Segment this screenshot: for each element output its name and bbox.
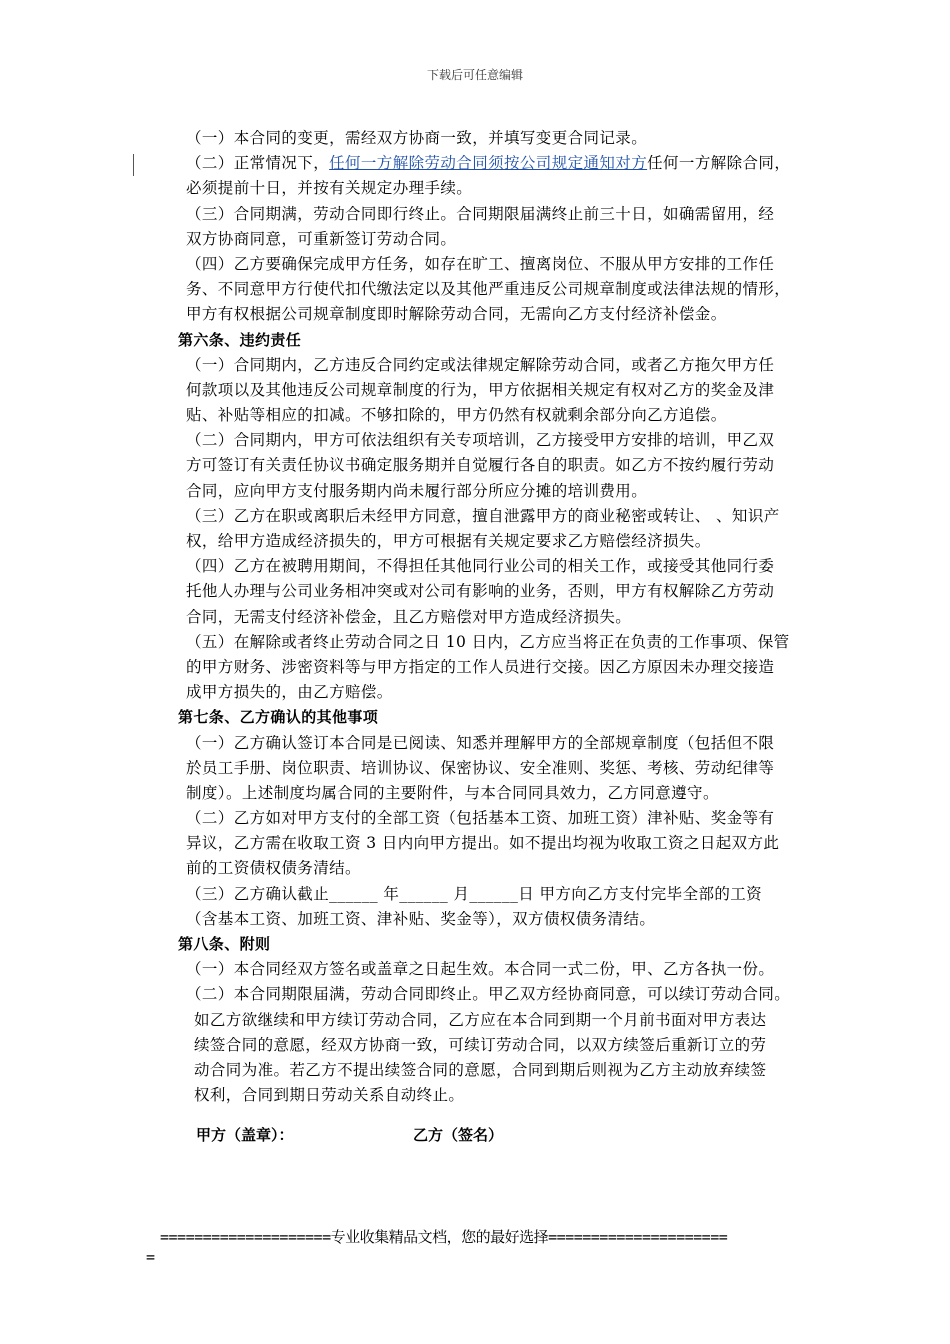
clause8-line: 权利，合同到期日劳动关系自动终止。 <box>194 1086 465 1105</box>
clause7-line: 异议，乙方需在收取工资 3 日内向甲方提出。如不提出均视为收取工资之日起双方此 <box>186 834 780 853</box>
clause5-line: 甲方有权根据公司规章制度即时解除劳动合同，无需向乙方支付经济补偿金。 <box>186 305 727 324</box>
clause5-text: 任何一方解除合同， <box>647 154 791 173</box>
clause8-line: 动合同为准。若乙方不提出续签合同的意愿，合同到期后则视为乙方主动放弃续签 <box>194 1060 767 1079</box>
revision-margin-bar <box>133 154 134 176</box>
clause6-line: 贴、补贴等相应的扣减。不够扣除的，甲方仍然有权就剩余部分向乙方追偿。 <box>186 406 727 425</box>
clause5-line-with-link <box>178 151 820 176</box>
page-footer: ====================专业收集精品文档，您的最好选择===================== <box>160 1228 728 1246</box>
clause8-title: 第八条、附则 <box>178 935 271 953</box>
clause6-line: 托他人办理与公司业务相冲突或对公司有影响的业务，否则，甲方有权解除乙方劳动 <box>186 582 775 601</box>
clause7-line: （一）乙方确认签订本合同是已阅读、知悉并理解甲方的全部规章制度（包括但不限 <box>186 733 775 752</box>
clause6-line: （三）乙方在职或离职后未经甲方同意，擅自泄露甲方的商业秘密或转让、 、知识产 <box>186 506 780 525</box>
clause6-line: 方可签订有关责任协议书确定服务期并自觉履行各自的职责。如乙方不按约履行劳动 <box>186 456 775 475</box>
clause5-line: 必须提前十日，并按有关规定办理手续。 <box>186 179 473 198</box>
clause6-line: 合同，应向甲方支付服务期内尚未履行部分所应分摊的培训费用。 <box>186 481 648 500</box>
page-header: 下载后可任意编辑 <box>426 68 523 82</box>
clause6-line: （二）合同期内，甲方可依法组织有关专项培训，乙方接受甲方安排的培训，甲乙双 <box>186 431 775 450</box>
clause7-line: 於员工手册、岗位职责、培训协议、保密协议、安全准则、奖惩、考核、劳动纪律等 <box>186 758 775 777</box>
clause6-line: （四）乙方在被聘用期间，不得担任其他同行业公司的相关工作，或接受其他同行委 <box>186 557 775 576</box>
clause7-line: 前的工资债权债务清结。 <box>186 859 361 878</box>
clause8-line: （一）本合同经双方签名或盖章之日起生效。本合同一式二份，甲、乙方各执一份。 <box>186 960 775 979</box>
clause6-line: 权，给甲方造成经济损失的，甲方可根据有关规定要求乙方赔偿经济损失。 <box>186 532 711 550</box>
document-body <box>178 126 820 1108</box>
clause6-line: 何款项以及其他违反公司规章制度的行为，甲方依据相关规定有权对乙方的奖金及津 <box>186 380 775 399</box>
clause7-line: 制度）。上述制度均属合同的主要附件，与本合同同具效力，乙方同意遵守。 <box>186 783 719 802</box>
page-footer-tail: = <box>146 1248 156 1266</box>
clause5-line: （一）本合同的变更，需经双方协商一致，并填写变更合同记录。 <box>186 129 648 147</box>
clause6-line: 合同，无需支付经济补偿金，且乙方赔偿对甲方造成经济损失。 <box>186 607 632 626</box>
clause5-line: （三）合同期满，劳动合同即行终止。合同期限届满终止前三十日，如确需留用，经 <box>186 204 775 223</box>
notice-link[interactable]: 任何一方解除劳动合同须按公司规定通知对方 <box>329 154 648 173</box>
clause6-line: 的甲方财务、涉密资料等与甲方指定的工作人员进行交接。因乙方原因未办理交接造 <box>186 657 775 676</box>
clause6-line: （五）在解除或者终止劳动合同之日 10 日内，乙方应当将正在负责的工作事项、保管 <box>186 632 790 651</box>
clause8-line: 如乙方欲继续和甲方续订劳动合同，乙方应在本合同到期一个月前书面对甲方表达 <box>194 1010 767 1029</box>
clause5-line: 务、不同意甲方行使代扣代缴法定以及其他严重违反公司规章制度或法律法规的情形， <box>186 280 791 299</box>
clause5-text: （二）正常情况下， <box>186 154 330 173</box>
party-b-signature-label: 乙方（签名） <box>413 1126 504 1144</box>
clause7-line: （二）乙方如对甲方支付的全部工资（包括基本工资、加班工资）津补贴、奖金等有 <box>186 809 775 828</box>
clause5-line: 双方协商同意，可重新签订劳动合同。 <box>186 229 457 248</box>
clause7-line: （含基本工资、加班工资、津补贴、奖金等），双方债权债务清结。 <box>186 909 656 928</box>
clause6-line: 成甲方损失的，由乙方赔偿。 <box>186 683 393 702</box>
clause6-title: 第六条、违约责任 <box>178 330 302 349</box>
clause8-line: （二）本合同期限届满，劳动合同即终止。甲乙双方经协商同意，可以续订劳动合同。 <box>186 985 791 1004</box>
clause6-line: （一）合同期内，乙方违反合同约定或法律规定解除劳动合同，或者乙方拖欠甲方任 <box>186 355 775 374</box>
clause7-line: （三）乙方确认截止______ 年______ 月______日 甲方向乙方支付完毕全部的工资 <box>186 884 763 903</box>
party-a-signature-label: 甲方（盖章）： <box>196 1126 294 1144</box>
clause7-title: 第七条、乙方确认的其他事项 <box>178 708 379 727</box>
clause5-line: （四）乙方要确保完成甲方任务，如存在旷工、擅离岗位、不服从甲方安排的工作任 <box>186 254 775 273</box>
clause8-line: 续签合同的意愿，经双方协商一致，可续订劳动合同，以双方续签后重新订立的劳 <box>194 1035 767 1054</box>
